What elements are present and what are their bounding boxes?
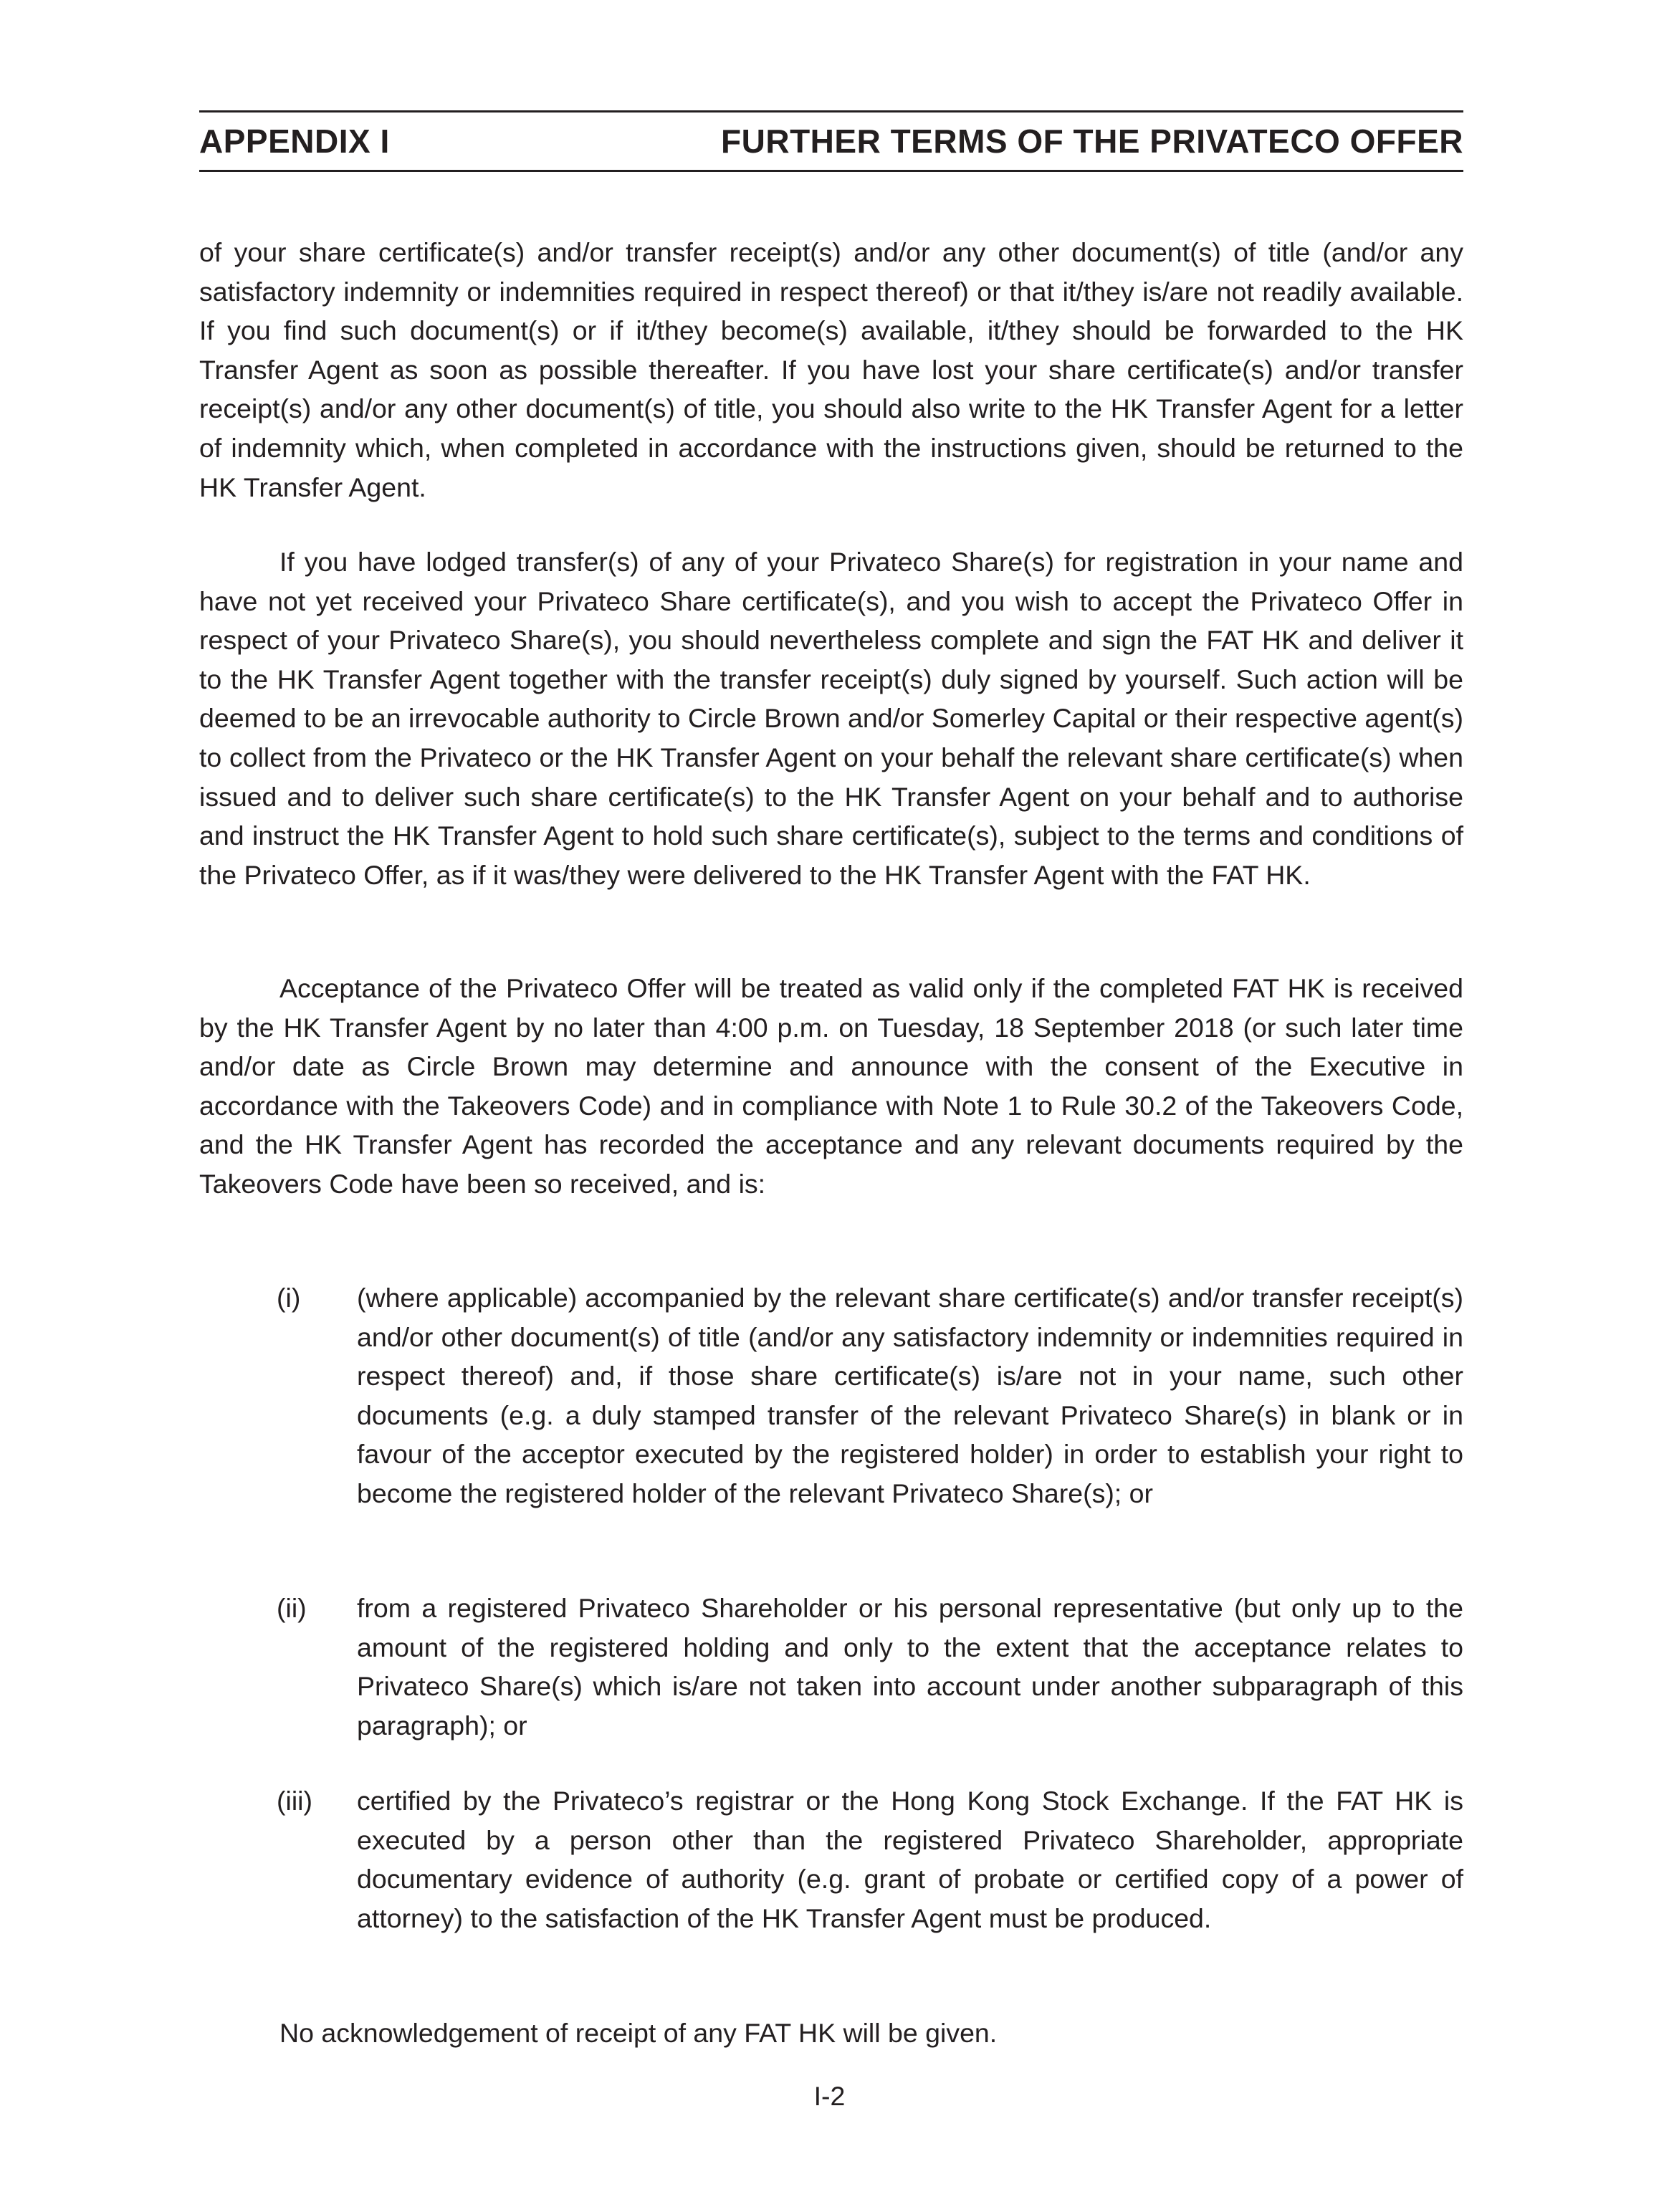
paragraph-lodged-transfers: [199, 542, 1463, 894]
list-item-text: from a registered Privateco Shareholder or his personal representative (but only up to the amount of the registered holding and only to the extent that the acceptance relates to Privateco Share(s) which is/are not taken into account under another subparagraph of this paragraph); or: [357, 1593, 1463, 1741]
closing-statement: No acknowledgement of receipt of any FAT HK will be given.: [279, 2018, 998, 2048]
list-item-marker: (iii): [277, 1786, 312, 1816]
section-title: FURTHER TERMS OF THE PRIVATECO OFFER: [721, 123, 1463, 160]
page-number: I-2: [813, 2081, 846, 2111]
list-item-marker: (ii): [277, 1593, 307, 1623]
paragraph-text: of your share certificate(s) and/or transfer receipt(s) and/or any other document(s) of title (and/or any satisfactory indemnity or indemnities required in respect thereof) or that it/they is/are not readily available. If you find such document(s) or if it/they become(s) available, it/they should be forwarded to the HK Transfer Agent as soon as possible thereafter. If you have lost your share certificate(s) and/or transfer receipt(s) and/or any other document(s) of title, you should also write to the HK Transfer Agent for a letter of indemnity which, when completed in accordance with the instructions given, should be returned to the HK Transfer Agent.: [199, 237, 1463, 502]
list-item-text: certified by the Privateco’s registrar or the Hong Kong Stock Exchange. If the FAT HK is executed by a person other than the registered Privateco Shareholder, appropriate documentary evidence of authority (e.g. grant of probate or certified copy of a power of attorney) to the satisfaction of the HK Transfer Agent must be produced.: [357, 1786, 1463, 1933]
list-item-text: (where applicable) accompanied by the relevant share certificate(s) and/or transfer receipt(s) and/or other document(s) of title (and/or any satisfactory indemnity or indemnities required in respect thereof) and, if those share certificate(s) is/are not in your name, such other documents (e.g. a duly stamped transfer of the relevant Privateco Share(s) in blank or in favour of the acceptor executed by the registered holder) in order to establish your right to become the registered holder of the relevant Privateco Share(s); or: [357, 1283, 1463, 1508]
list-item-marker: (i): [277, 1283, 301, 1313]
page-header: [199, 110, 1463, 172]
paragraph-text: If you have lodged transfer(s) of any of your Privateco Share(s) for registration in your name and have not yet received your Privateco Share certificate(s), and you wish to accept the Privateco Offer in respect of your Privateco Share(s), you should nevertheless complete and sign the FAT HK and deliver it to the HK Transfer Agent together with the transfer receipt(s) duly signed by yourself. Such action will be deemed to be an irrevocable authority to Circle Brown and/or Somerley Capital or their respective agent(s) to collect from the Privateco or the HK Transfer Agent on your behalf the relevant share certificate(s) when issued and to deliver such share certificate(s) to the HK Transfer Agent on your behalf and to authorise and instruct the HK Transfer Agent to hold such share certificate(s), subject to the terms and conditions of the Privateco Offer, as if it was/they were delivered to the HK Transfer Agent with the FAT HK.: [199, 547, 1463, 890]
paragraph-continuation: [199, 233, 1463, 507]
appendix-label: APPENDIX I: [199, 123, 390, 160]
paragraph-acceptance-validity: [199, 969, 1463, 1204]
paragraph-text: Acceptance of the Privateco Offer will be treated as valid only if the completed FAT HK is received by the HK Transfer Agent by no later than 4:00 p.m. on Tuesday, 18 September 2018 (or such later time and/or date as Circle Brown may determine and announce with the consent of the Executive in accordance with the Takeovers Code) and in compliance with Note 1 to Rule 30.2 of the Takeovers Code, and the HK Transfer Agent has recorded the acceptance and any relevant documents required by the Takeovers Code have been so received, and is:: [199, 973, 1463, 1199]
